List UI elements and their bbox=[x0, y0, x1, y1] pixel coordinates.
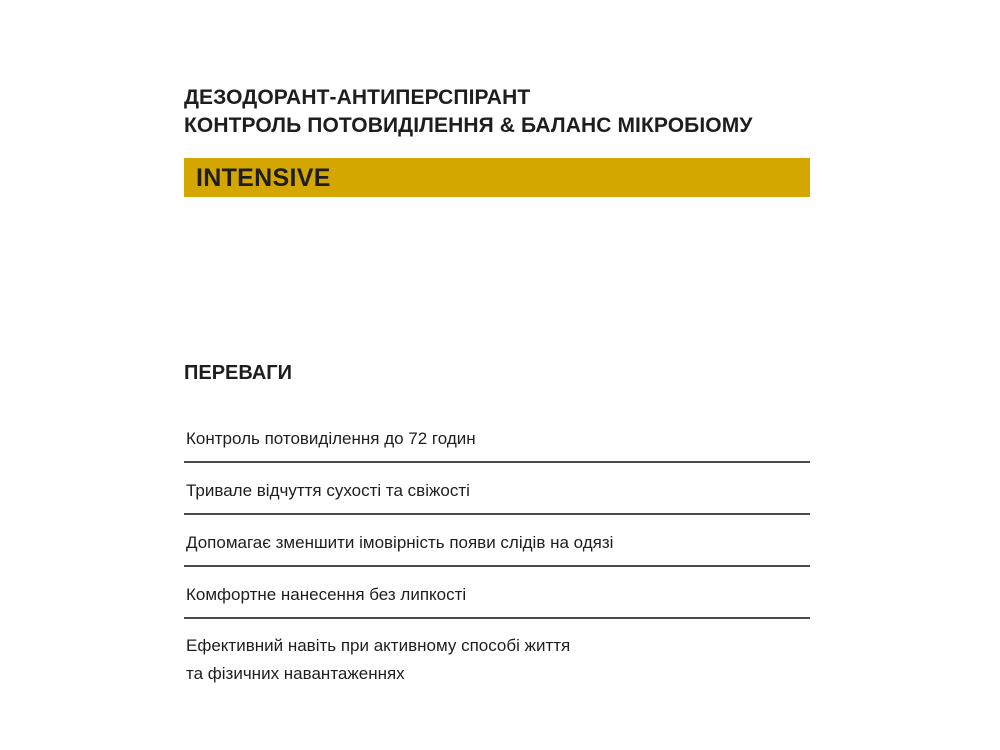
variant-banner bbox=[184, 158, 810, 197]
variant-label: INTENSIVE bbox=[196, 164, 331, 192]
benefits-list bbox=[184, 413, 810, 703]
benefit-text: Ефективний навіть при активному способі життя та фізичних навантаженнях bbox=[186, 636, 571, 683]
benefit-text: Комфортне нанесення без липкості bbox=[186, 585, 467, 604]
list-item bbox=[184, 413, 810, 463]
product-title bbox=[184, 84, 824, 140]
benefit-text: Контроль потовиділення до 72 годин bbox=[186, 429, 476, 448]
benefits-heading: ПЕРЕВАГИ bbox=[184, 362, 292, 384]
list-item bbox=[184, 569, 810, 619]
benefit-text: Допомагає зменшити імовірність появи слідів на одязі bbox=[186, 533, 614, 552]
list-item bbox=[184, 465, 810, 515]
list-item bbox=[184, 621, 810, 701]
list-item bbox=[184, 517, 810, 567]
benefit-text: Тривале відчуття сухості та свіжості bbox=[186, 481, 470, 500]
product-title-line-2: КОНТРОЛЬ ПОТОВИДІЛЕННЯ & БАЛАНС МІКРОБІОМУ bbox=[184, 114, 753, 137]
product-title-line-1: ДЕЗОДОРАНТ-АНТИПЕРСПІРАНТ bbox=[184, 86, 531, 109]
